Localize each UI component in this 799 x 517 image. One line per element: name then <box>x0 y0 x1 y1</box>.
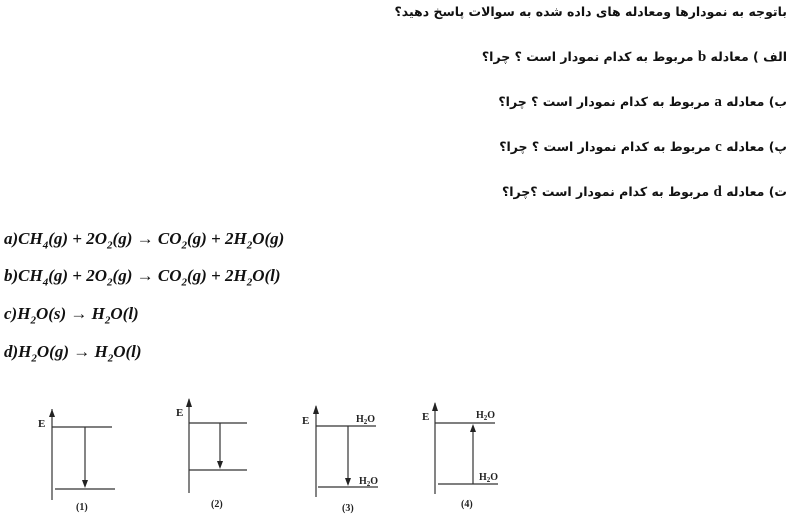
question-prefix: ب) معادله <box>726 94 787 109</box>
equation-c: $c)H_2O(s) \to H_2O(l)$ <box>4 304 139 327</box>
question-suffix: مربوط به کدام نمودار است ؟ چرا؟ <box>499 139 711 154</box>
diagram-caption: (4) <box>461 499 473 510</box>
upper-level-label: $H_2O$ <box>356 414 376 426</box>
lower-level-label: $H_2O$ <box>479 472 499 484</box>
equation-letter: a <box>714 94 722 110</box>
energy-diagram-2 <box>186 398 247 493</box>
instruction-text: باتوجه به نمودارها ومعادله های داده شده به سوالات پاسخ دهید؟ <box>394 4 787 19</box>
equation-b: $b)CH_4(g) + 2O_2(g) \to CO_2(g) + 2H_2O(l)$ <box>4 266 281 289</box>
question-1 <box>482 49 787 66</box>
question-prefix: ت) معادله <box>726 184 787 199</box>
energy-axis-label: E <box>176 407 184 419</box>
question-suffix: مربوط به کدام نمودار است ؟ چرا؟ <box>481 49 694 64</box>
energy-axis-label: E <box>38 418 46 430</box>
question-suffix: مربوط به کدام نمودار است ؟چرا؟ <box>501 184 710 199</box>
question-3 <box>499 139 787 156</box>
equation-letter: d <box>713 184 722 200</box>
question-prefix: پ) معادله <box>726 139 787 154</box>
equation-letter: c <box>715 139 722 155</box>
question-prefix: الف ) معادله <box>710 49 787 64</box>
energy-diagrams <box>0 385 560 517</box>
equation-letter: b <box>697 49 707 65</box>
question-suffix: مربوط به کدام نمودار است ؟ چرا؟ <box>498 94 710 109</box>
diagram-caption: (3) <box>342 503 354 514</box>
energy-axis-label: E <box>422 411 430 423</box>
lower-level-label: $H_2O$ <box>359 476 379 488</box>
upper-level-label: $H_2O$ <box>476 410 496 422</box>
diagram-caption: (1) <box>76 502 88 513</box>
equation-a: $a)CH_4(g) + 2O_2(g) \to CO_2(g) + 2H_2O(g)$ <box>4 229 285 252</box>
diagram-caption: (2) <box>211 499 223 510</box>
question-4 <box>502 184 787 201</box>
energy-axis-label: E <box>302 415 310 427</box>
energy-diagram-1 <box>52 409 115 500</box>
equation-d: $d)H_2O(g) \to H_2O(l)$ <box>4 342 142 365</box>
question-2 <box>498 94 787 111</box>
